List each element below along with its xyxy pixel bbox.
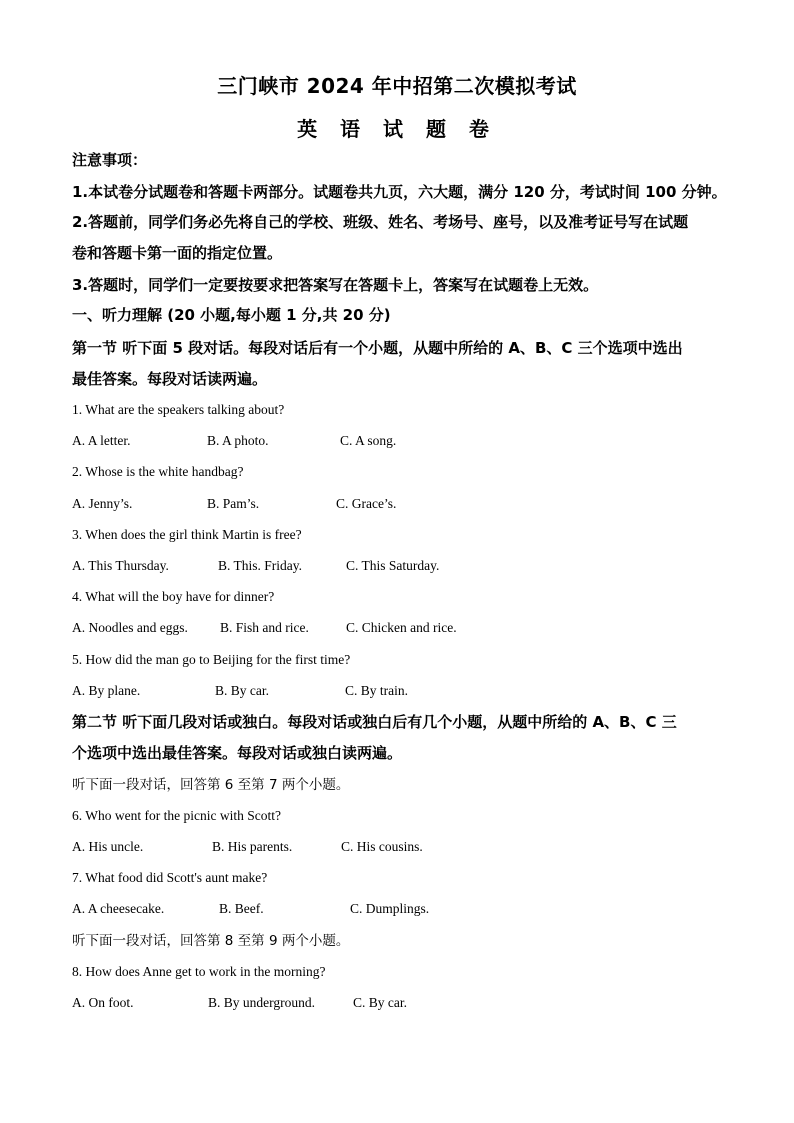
option-c: C. This Saturday.	[346, 558, 440, 573]
option-b: B. His parents.	[212, 839, 293, 854]
section2-instructions: 第二节 听下面几段对话或独白。每段对话或独白后有几个小题，从题中所给的 A、B、C 三	[72, 713, 677, 731]
question-7: 7. What food did Scott's aunt make?	[72, 870, 268, 885]
option-c: C. A song.	[340, 433, 397, 448]
option-b: B. By underground.	[208, 995, 315, 1010]
option-a: A. This Thursday.	[72, 558, 169, 573]
option-b: B. Pam’s.	[207, 496, 260, 511]
option-a: A. Jenny’s.	[72, 496, 133, 511]
note-item-1: 1.本试卷分试题卷和答题卡两部分。试题卷共九页，六大题，满分 120 分，考试时间 100 分钟。	[72, 183, 727, 201]
question-3: 3. When does the girl think Martin is free?	[72, 527, 302, 542]
question-5-options	[72, 682, 727, 700]
option-c: C. By train.	[345, 683, 408, 698]
section1-instructions-cont: 最佳答案。每段对话读两遍。	[72, 370, 268, 388]
question-6-options	[72, 838, 727, 856]
option-c: C. Grace’s.	[336, 496, 397, 511]
option-a: A. Noodles and eggs.	[72, 620, 188, 635]
question-5: 5. How did the man go to Beijing for the first time?	[72, 652, 351, 667]
option-b: B. This. Friday.	[218, 558, 303, 573]
question-7-options	[72, 900, 727, 918]
instruction-q6-q7: 听下面一段对话，回答第 6 至第 7 两个小题。	[72, 777, 350, 793]
option-a: A. On foot.	[72, 995, 134, 1010]
part1-heading: 一、听力理解 (20 小题,每小题 1 分,共 20 分)	[72, 306, 391, 324]
section2-instructions-cont: 个选项中选出最佳答案。每段对话或独白读两遍。	[72, 744, 403, 762]
question-6: 6. Who went for the picnic with Scott?	[72, 808, 281, 823]
option-a: A. By plane.	[72, 683, 141, 698]
exam-title: 三门峡市 2024 年中招第二次模拟考试	[217, 74, 577, 98]
notes-heading: 注意事项：	[72, 151, 148, 169]
question-1-options	[72, 432, 727, 450]
option-c: C. Dumplings.	[350, 901, 430, 916]
exam-subtitle: 英 语 试 题 卷	[297, 117, 497, 141]
question-8-options	[72, 994, 727, 1012]
option-a: A. His uncle.	[72, 839, 144, 854]
question-8: 8. How does Anne get to work in the morning?	[72, 964, 326, 979]
question-3-options	[72, 557, 727, 575]
option-a: A. A letter.	[72, 433, 131, 448]
note-item-3: 3.答题时，同学们一定要按要求把答案写在答题卡上，答案写在试题卷上无效。	[72, 276, 599, 294]
option-c: C. By car.	[353, 995, 407, 1010]
option-a: A. A cheesecake.	[72, 901, 165, 916]
option-c: C. Chicken and rice.	[346, 620, 457, 635]
note-item-2: 2.答题前，同学们务必先将自己的学校、班级、姓名、考场号、座号，以及准考证号写在试题	[72, 213, 689, 231]
question-2-options	[72, 495, 727, 513]
option-c: C. His cousins.	[341, 839, 423, 854]
note-item-2-cont: 卷和答题卡第一面的指定位置。	[72, 244, 283, 262]
option-b: B. Fish and rice.	[220, 620, 309, 635]
instruction-q8-q9: 听下面一段对话，回答第 8 至第 9 两个小题。	[72, 933, 350, 949]
question-4: 4. What will the boy have for dinner?	[72, 589, 275, 604]
option-b: B. A photo.	[207, 433, 269, 448]
question-4-options	[72, 619, 727, 637]
option-b: B. Beef.	[219, 901, 264, 916]
question-2: 2. Whose is the white handbag?	[72, 464, 244, 479]
section1-instructions: 第一节 听下面 5 段对话。每段对话后有一个小题，从题中所给的 A、B、C 三个选项中选出	[72, 339, 683, 357]
option-b: B. By car.	[215, 683, 269, 698]
question-1: 1. What are the speakers talking about?	[72, 402, 285, 417]
